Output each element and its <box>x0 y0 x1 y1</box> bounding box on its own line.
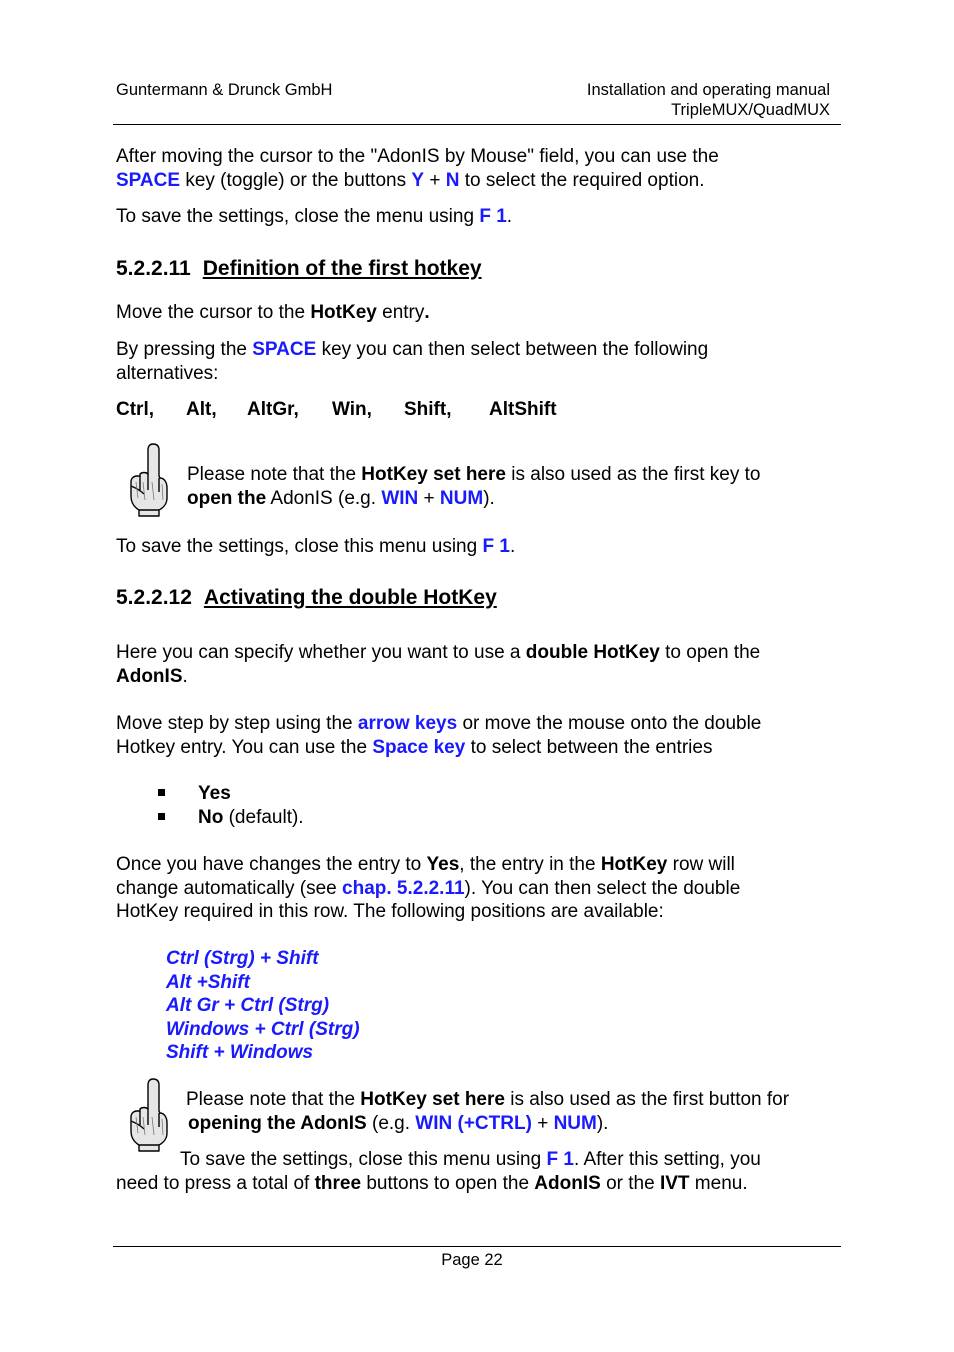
bold-adonis: AdonIS <box>116 665 183 687</box>
text: to select between the entries <box>465 736 713 758</box>
key-f1: F 1 <box>482 536 510 557</box>
list-item-yes <box>198 782 231 806</box>
text: ). You can then select the double <box>464 877 741 899</box>
text: Please note that the <box>186 1089 361 1110</box>
header-rule <box>113 124 841 125</box>
bold-hotkey-set-here: HotKey set here <box>360 1089 505 1110</box>
pointing-hand-icon <box>126 442 170 518</box>
paragraph-double-hotkey-intro <box>116 641 760 688</box>
key-win: WIN <box>381 487 419 509</box>
combo-shift-windows: Shift + Windows <box>166 1042 314 1063</box>
alternative-alt: Alt, <box>186 399 217 420</box>
bold-adonis: AdonIS <box>534 1172 601 1194</box>
text: (default). <box>223 807 304 828</box>
bold-yes: Yes <box>426 854 460 875</box>
footer-rule <box>113 1246 841 1247</box>
section-title: Definition of the first hotkey <box>202 257 482 280</box>
paragraph-save-settings <box>116 205 512 229</box>
section-number: 5.2.2.11 <box>116 257 191 280</box>
text: need to press a total of <box>116 1172 315 1194</box>
text: change automatically (see <box>116 877 343 899</box>
text: . <box>509 536 516 557</box>
text: To save the settings, close this menu using <box>116 536 483 557</box>
chapter-link[interactable]: chap. 5.2.2.11 <box>342 877 465 899</box>
combo-alt-shift: Alt +Shift <box>166 971 250 993</box>
combo-ctrl-shift: Ctrl (Strg) + Shift <box>166 948 319 969</box>
text: , the entry in the <box>459 854 601 875</box>
paragraph-save-three-buttons <box>116 1148 761 1195</box>
text: Here you can specify whether you want to use a <box>116 642 526 663</box>
key-win-ctrl: WIN (+CTRL) <box>415 1112 532 1134</box>
bold-double-hotkey: double HotKey <box>525 642 660 663</box>
alternative-win: Win, <box>332 399 372 420</box>
text: HotKey required in this row. The following positions are available: <box>116 901 664 922</box>
key-f1: F 1 <box>479 206 507 227</box>
text: + <box>418 487 440 509</box>
header-company: Guntermann & Drunck GmbH <box>116 81 333 99</box>
text: menu. <box>689 1172 748 1194</box>
section-heading-first-hotkey <box>116 256 482 282</box>
bold-no: No <box>198 807 224 828</box>
paragraph-press-space <box>116 338 708 385</box>
text: or move the mouse onto the double <box>457 713 762 734</box>
section-title: Activating the double HotKey <box>203 586 497 609</box>
text: (e.g. <box>366 1112 416 1134</box>
key-num: NUM <box>553 1112 597 1134</box>
text: Move the cursor to the <box>116 302 311 323</box>
text: to select the required option. <box>459 169 705 191</box>
text: After moving the cursor to the "AdonIS by Mouse" field, you can use the <box>116 146 719 167</box>
bold-hotkey: HotKey <box>310 302 377 323</box>
bold-yes: Yes <box>198 783 231 804</box>
text: ). <box>596 1112 609 1134</box>
alternative-altshift: AltShift <box>489 399 557 420</box>
section-number: 5.2.2.12 <box>116 586 192 609</box>
text: To save the settings, close the menu using <box>116 206 480 227</box>
text: key (toggle) or the buttons <box>180 169 412 191</box>
text: + <box>424 169 446 191</box>
key-y: Y <box>411 169 425 191</box>
text: is also used as the first button for <box>504 1089 790 1110</box>
key-f1: F 1 <box>546 1149 574 1170</box>
text: alternatives: <box>116 362 219 384</box>
note-hotkey-first-key <box>187 463 760 510</box>
text: or the <box>600 1172 660 1194</box>
text: row will <box>667 854 735 875</box>
page-number: Page 22 <box>441 1251 503 1269</box>
pointing-hand-icon <box>126 1077 170 1153</box>
alternative-shift: Shift, <box>404 399 452 420</box>
text: key you can then select between the following <box>316 339 709 360</box>
header-manual-line1: Installation and operating manual <box>586 81 830 99</box>
hotkey-combination-list <box>166 947 360 1065</box>
combo-windows-ctrl: Windows + Ctrl (Strg) <box>166 1018 360 1040</box>
bold-three: three <box>314 1172 362 1194</box>
bold-ivt: IVT <box>659 1172 690 1194</box>
combo-altgr-ctrl: Alt Gr + Ctrl (Strg) <box>166 995 330 1016</box>
text: Move step by step using the <box>116 713 358 734</box>
paragraph-change-entry <box>116 853 740 924</box>
text: . <box>506 206 513 227</box>
bold-hotkey: HotKey <box>600 854 668 875</box>
text: is also used as the first key to <box>505 464 761 485</box>
key-num: NUM <box>439 487 484 509</box>
text: . <box>182 665 188 687</box>
bullet-square-icon <box>158 813 165 820</box>
key-n: N <box>445 169 460 191</box>
paragraph-save-settings-2 <box>116 535 515 559</box>
text: Please note that the <box>187 464 362 485</box>
key-space: SPACE <box>252 339 317 360</box>
key-arrow-keys: arrow keys <box>357 713 458 734</box>
alternative-altgr: AltGr, <box>247 399 299 420</box>
note-hotkey-first-button <box>186 1088 789 1135</box>
text: To save the settings, close this menu using <box>180 1149 547 1170</box>
text: . <box>424 302 430 323</box>
text: Once you have changes the entry to <box>116 854 427 875</box>
text: AdonIS (e.g. <box>266 487 382 509</box>
key-space-key: Space key <box>372 736 466 758</box>
text: to open the <box>659 642 761 663</box>
header-manual-line2: TripleMUX/QuadMUX <box>671 101 830 119</box>
header-manual-title <box>587 80 830 120</box>
list-item-no <box>198 806 304 830</box>
bullet-square-icon <box>158 789 165 796</box>
bold-opening-the-adonis: opening the AdonIS <box>188 1112 367 1134</box>
paragraph-move-step-by-step <box>116 712 761 759</box>
text: ). <box>483 487 495 509</box>
bold-open-the: open the <box>187 487 267 509</box>
text: + <box>531 1112 554 1134</box>
text: entry <box>376 302 425 323</box>
section-heading-double-hotkey <box>116 585 497 611</box>
paragraph-move-cursor <box>116 301 430 325</box>
text: . After this setting, you <box>573 1149 761 1170</box>
alternative-ctrl: Ctrl, <box>116 399 154 420</box>
key-space: SPACE <box>116 169 181 191</box>
bold-hotkey-set-here: HotKey set here <box>361 464 506 485</box>
text: Hotkey entry. You can use the <box>116 736 373 758</box>
text: buttons to open the <box>361 1172 535 1194</box>
text: By pressing the <box>116 339 253 360</box>
paragraph-adonis-by-mouse <box>116 145 719 192</box>
